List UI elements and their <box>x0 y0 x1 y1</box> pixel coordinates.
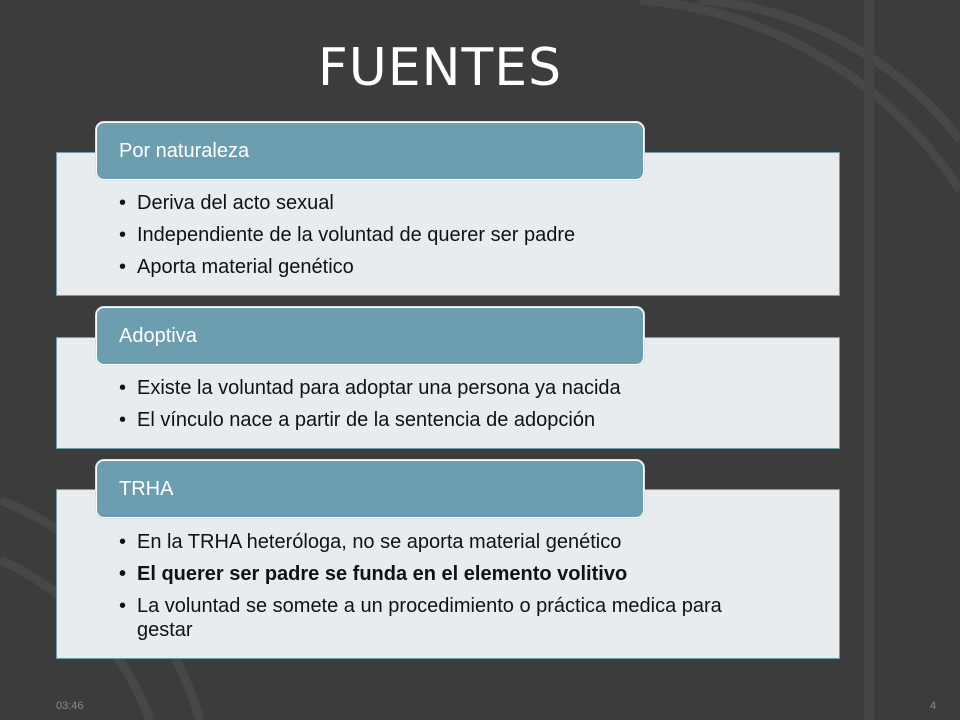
section-label-adoptive: Adoptiva <box>96 307 644 365</box>
list-item: • Existe la voluntad para adoptar una persona ya nacida <box>137 376 819 400</box>
list-item: • La voluntad se somete a un procedimiento o práctica medica para gestar <box>137 594 819 642</box>
footer-time: 03:46 <box>56 700 84 712</box>
list-item: • Deriva del acto sexual <box>137 191 819 215</box>
list-item: • El querer ser padre se funda en el elemento volitivo <box>137 562 819 586</box>
section-label-natural: Por naturaleza <box>96 122 644 180</box>
slide-title: FUENTES <box>317 38 563 98</box>
section-label-trha: TRHA <box>96 460 644 518</box>
page-number: 4 <box>930 700 937 712</box>
list-item: • Independiente de la voluntad de querer ser padre <box>137 223 819 247</box>
list-item: • El vínculo nace a partir de la sentencia de adopción <box>137 408 819 432</box>
list-item: • En la TRHA heteróloga, no se aporta material genético <box>137 530 819 554</box>
list-item: • Aporta material genético <box>137 255 819 279</box>
